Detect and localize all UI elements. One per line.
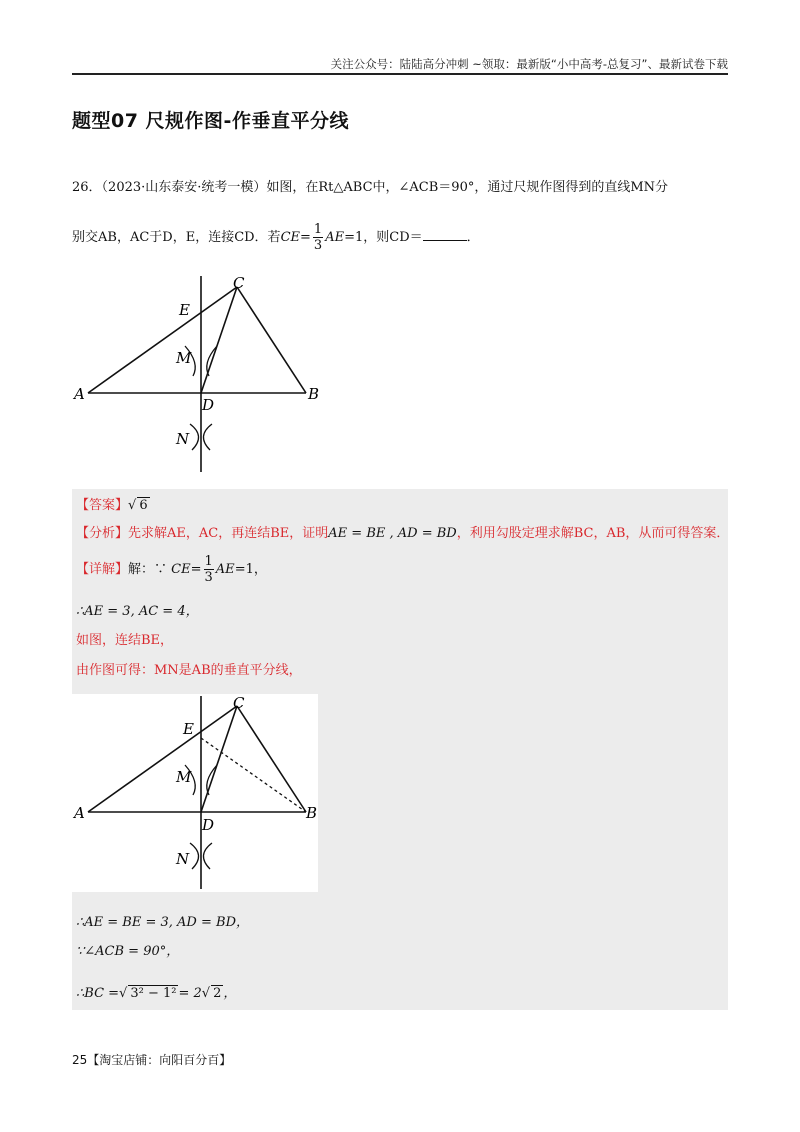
- label-c: C: [233, 274, 245, 292]
- detail-fraction-numerator: 1: [204, 554, 213, 569]
- line-angle: ∵∠ACB = 90°，: [76, 944, 180, 959]
- detail-line: [76, 554, 267, 585]
- fraction-numerator: 1: [313, 222, 323, 237]
- line-mn-bisector: 由作图可得：MN是AB的垂直平分线，: [76, 663, 302, 678]
- header-rule: [72, 73, 728, 75]
- sqrt-icon: √: [201, 986, 211, 1001]
- segment-cd: [201, 287, 237, 393]
- detail-ae: AE: [215, 562, 235, 577]
- detail-ce: CE: [171, 562, 191, 577]
- page-number: 25: [72, 1053, 88, 1067]
- label-b: B: [308, 385, 320, 403]
- arc-n-left: [190, 424, 199, 450]
- question-figure: [72, 268, 332, 478]
- page-header: 关注公众号：陆陆高分冲刺 ~领取：最新版“小中高考-总复习”、最新试卷下载: [330, 57, 728, 71]
- bc-mid: = 2: [178, 986, 202, 1001]
- label-n: N: [176, 850, 190, 868]
- label-d: D: [202, 396, 215, 414]
- side-bc: [237, 706, 306, 812]
- label-n: N: [176, 430, 190, 448]
- segment-be-dashed: [201, 738, 306, 812]
- answer-tag: 【答案】: [76, 498, 129, 513]
- line-bc: [76, 982, 236, 1001]
- question-line-2-suffix: ，则CD＝: [363, 230, 423, 245]
- arc-n-right: [203, 424, 212, 450]
- answer-blank: [423, 240, 467, 241]
- detail-end: =1，: [234, 562, 267, 577]
- answer-line: [76, 494, 150, 513]
- label-m: M: [176, 768, 192, 786]
- equals-one: =1: [344, 230, 364, 245]
- equals-sign: =: [300, 230, 311, 245]
- label-b: B: [306, 804, 318, 822]
- page-footer: [72, 1051, 231, 1068]
- analysis-text-1: 先求解AE，AC，再连结BE，证明: [128, 526, 329, 541]
- question-line-1: 26．（2023·山东泰安·统考一模）如图，在Rt△ABC中，∠ACB＝90°，通过尺规作图得到的直线MN分: [72, 180, 669, 195]
- solution-figure: [72, 694, 318, 892]
- label-a: A: [74, 385, 85, 403]
- analysis-line: [76, 522, 729, 541]
- side-ac: [88, 287, 237, 393]
- analysis-tag: 【分析】: [76, 526, 129, 541]
- analysis-text-2: ，利用勾股定理求解BC，AB，从而可得答案．: [456, 526, 730, 541]
- sqrt-icon: √: [128, 498, 137, 513]
- label-d: D: [202, 816, 215, 834]
- line-ae-be: ∴AE = BE = 3, AD = BD，: [76, 915, 249, 930]
- detail-text: 解：∵: [128, 562, 168, 577]
- line-ae-ac: ∴AE = 3, AC = 4，: [76, 604, 199, 619]
- arc-n-right: [203, 843, 212, 869]
- detail-equals: =: [190, 562, 202, 577]
- ae-symbol: AE: [325, 230, 345, 245]
- label-c: C: [233, 694, 245, 712]
- analysis-math: AE = BE , AD = BD: [328, 526, 457, 541]
- question-line-2: [72, 222, 480, 253]
- shop-name: 【淘宝店铺：向阳百分百】: [87, 1053, 232, 1067]
- bc-radicand: 3² − 1²: [130, 986, 177, 1001]
- bc-prefix: ∴BC =: [76, 986, 120, 1001]
- question-line-2-prefix: 别交AB，AC于D，E，连接CD．若: [72, 230, 281, 245]
- fraction-one-third: [313, 222, 323, 253]
- detail-fraction: [204, 554, 214, 585]
- arc-n-left: [190, 843, 199, 869]
- answer-value: 6: [139, 498, 148, 513]
- bc-end: ，: [223, 986, 237, 1001]
- section-title: 题型07 尺规作图-作垂直平分线: [72, 110, 349, 132]
- detail-tag: 【详解】: [76, 562, 129, 577]
- question-end: ．: [466, 230, 480, 245]
- side-bc: [237, 287, 306, 393]
- bc-radicand-2: 2: [213, 986, 222, 1001]
- ce-symbol: CE: [280, 230, 300, 245]
- sqrt-icon: √: [119, 986, 128, 1001]
- label-m: M: [176, 349, 192, 367]
- label-e: E: [179, 301, 190, 319]
- fraction-denominator: 3: [313, 238, 323, 253]
- side-ac: [88, 706, 237, 812]
- detail-fraction-denominator: 3: [204, 570, 213, 585]
- line-connect: 如图，连结BE，: [76, 633, 174, 648]
- label-a: A: [74, 804, 85, 822]
- label-e: E: [183, 720, 194, 738]
